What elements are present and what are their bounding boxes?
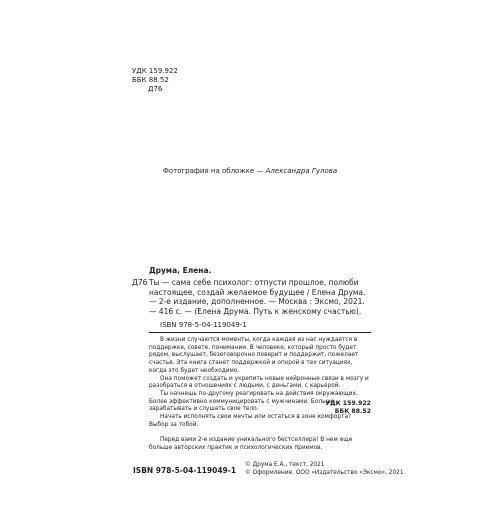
udk-code: УДК 159.922: [132, 67, 178, 75]
isbn-bottom: ISBN 978-5-04-119049-1: [133, 466, 237, 475]
copyright-text: © Друма Е.А., текст, 2021: [245, 462, 325, 468]
photo-credit: [0, 167, 500, 175]
abstract-paragraph: Она поможет создать и укрепить новые нейронные связи в мозгу и разобраться в отношениях с людьми, с деньгами, с карьерой.: [149, 375, 369, 390]
abstract-paragraph: Ты начнешь по-другому реагировать на действия окружающих. Более эффективно коммуницировать с мужчинами. Больше зарабатывать и слушать свое тело.: [149, 390, 358, 413]
udk-code-right: УДК 159.922: [325, 400, 371, 407]
author-heading: Друма, Елена.: [149, 266, 212, 275]
bibliographic-description: Ты — сама себе психолог: отпусти прошлое, полюби настоящее, создай желаемое будущее / Елена Друма. — 2-е издание, дополненное. — Москва : Эксмо, 2021. — 416 с. — (Елена Друма. Путь к женскому счастью).: [149, 278, 366, 316]
copyright-block: [245, 461, 404, 477]
abstract: [149, 337, 371, 453]
classification-right: [321, 400, 371, 416]
bbk-code-right: ББК 88.52: [334, 408, 371, 415]
abstract-paragraph: В жизни случаются моменты, когда каждая из нас нуждается в поддержке, совете, понимании. В человеке, который просто будет рядом, выслушает, безоговорочно поверит и поддержит, пожелает счастья. Эта книга станет поддержкой и опорой в тех ситуациях, когда это будет необходимо.: [149, 337, 359, 374]
divider-rule: [149, 332, 371, 333]
bbk-code: ББК 88.52: [132, 76, 169, 84]
classification-block: [132, 67, 178, 94]
copyright-design: © Оформление. ООО «Издательство «Эксмо», 2021: [245, 470, 404, 476]
isbn-inner: ISBN 978-5-04-119049-1: [160, 321, 247, 329]
author-sign-margin: Д76: [132, 278, 148, 287]
abstract-paragraph: Перед вами 2-е издание уникального бестселлера! В нем еще больше авторских практик и психологических приемов.: [149, 437, 353, 451]
photo-credit-name: Александра Гулова: [265, 167, 338, 175]
author-sign: Д76: [148, 85, 163, 93]
photo-credit-prefix: Фотография на обложке —: [162, 167, 266, 175]
abstract-paragraph: Начать исполнять свои мечты или остаться в зоне комфорта? Выбор за тобой.: [149, 414, 352, 428]
